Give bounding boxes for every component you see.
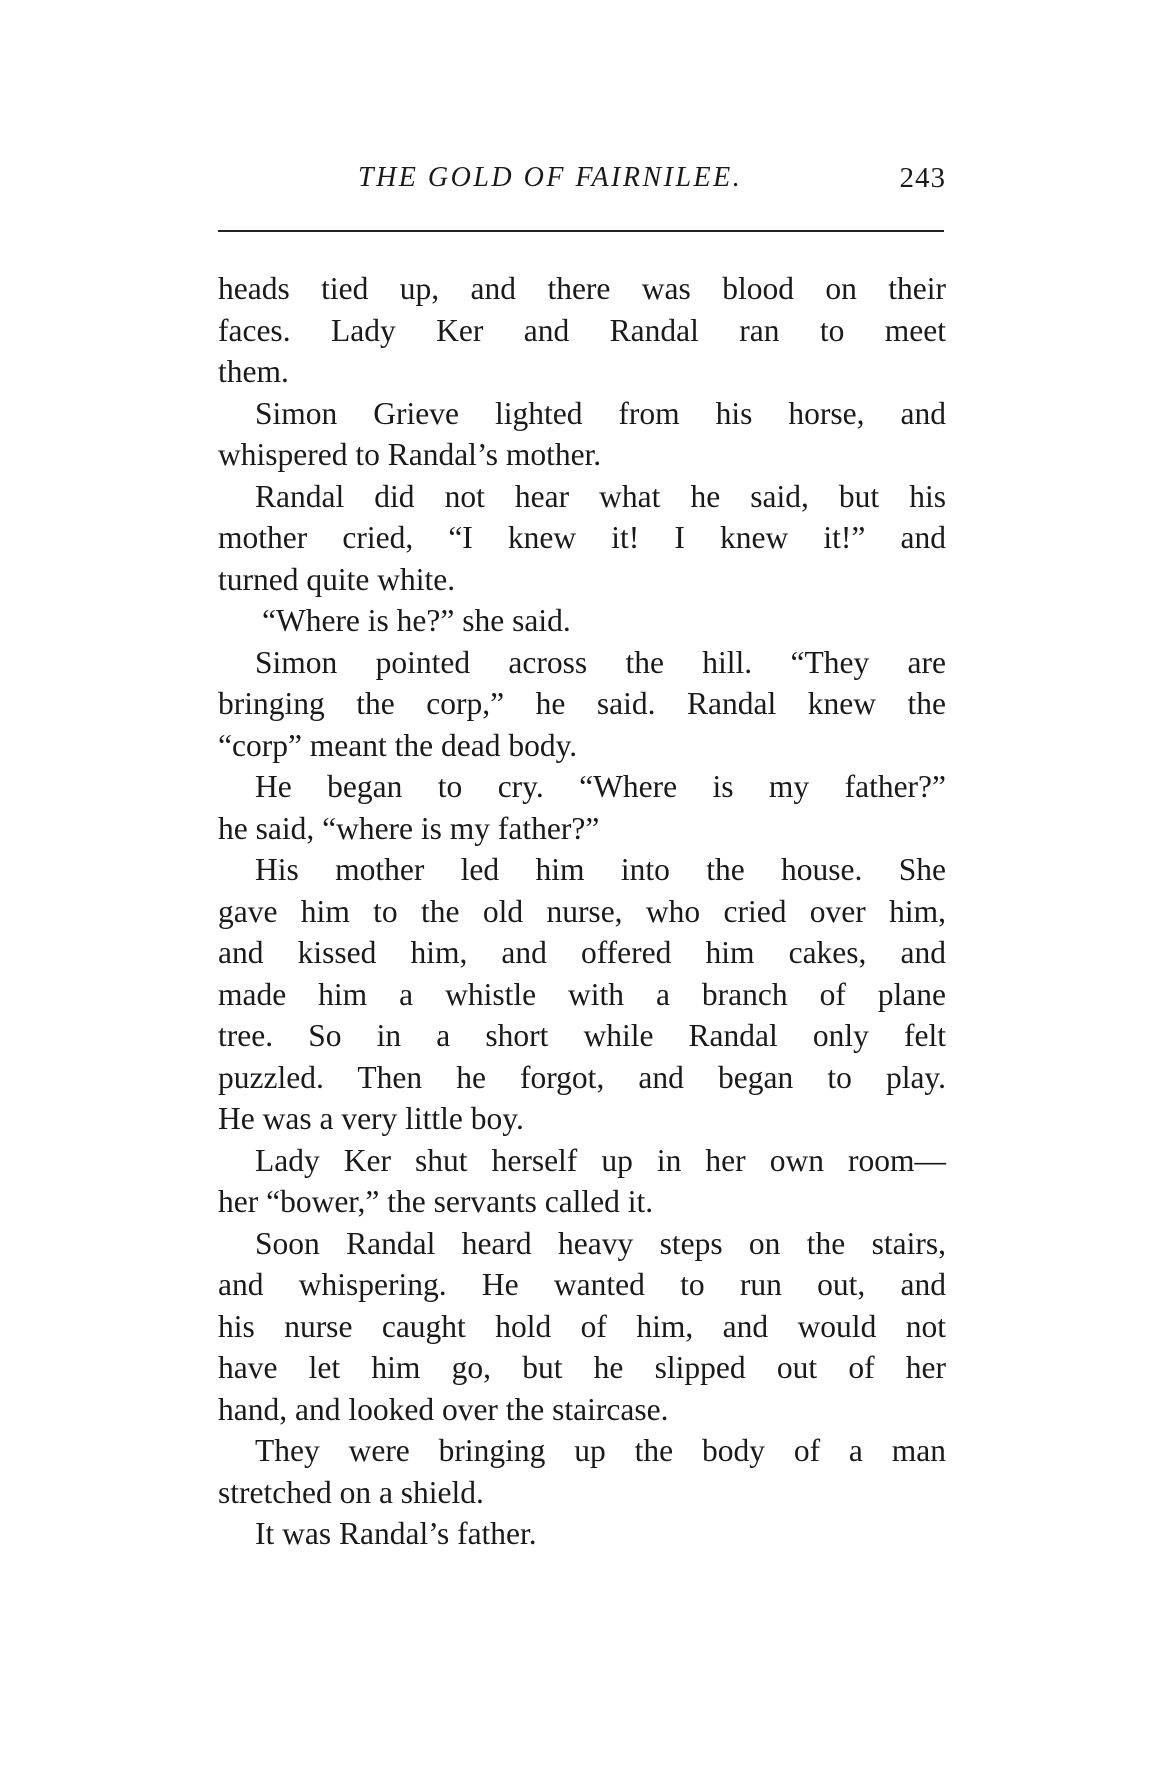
page-number: 243 bbox=[899, 162, 946, 194]
text-line: heads tied up, and there was blood on their bbox=[218, 271, 946, 306]
text-line: Lady Ker shut herself up in her own room— bbox=[255, 1142, 946, 1178]
text-line: his nurse caught hold of him, and would not bbox=[218, 1308, 946, 1344]
text-line: have let him go, but he slipped out of her bbox=[218, 1350, 946, 1385]
text-line: Randal did not hear what he said, but his bbox=[255, 478, 946, 514]
text-line: They were bringing up the body of a man bbox=[255, 1433, 946, 1468]
text-line: and kissed him, and offered him cakes, and bbox=[218, 935, 946, 970]
text-line: hand, and looked over the staircase. bbox=[218, 1391, 669, 1427]
text-line: Simon Grieve lighted from his horse, and bbox=[255, 395, 946, 431]
body-text bbox=[218, 268, 946, 1555]
text-line: turned quite white. bbox=[218, 561, 456, 597]
text-line: whispered to Randal’s mother. bbox=[218, 437, 602, 472]
text-line: puzzled. Then he forgot, and began to play. bbox=[218, 1059, 946, 1095]
text-line: them. bbox=[218, 354, 289, 389]
text-line: He began to cry. “Where is my father?” bbox=[255, 769, 946, 804]
running-head bbox=[218, 162, 946, 214]
text-line: It was Randal’s father. bbox=[255, 1516, 537, 1551]
text-line: gave him to the old nurse, who cried over him, bbox=[218, 893, 946, 929]
header-rule bbox=[218, 230, 944, 232]
text-line: he said, “where is my father?” bbox=[218, 810, 600, 846]
text-line: faces. Lady Ker and Randal ran to meet bbox=[218, 312, 946, 348]
text-line: His mother led him into the house. She bbox=[255, 852, 946, 887]
text-line: He was a very little boy. bbox=[218, 1101, 524, 1136]
text-line: tree. So in a short while Randal only felt bbox=[218, 1018, 946, 1053]
text-line: and whispering. He wanted to run out, and bbox=[218, 1267, 946, 1302]
text-line: Simon pointed across the hill. “They are bbox=[255, 644, 946, 680]
text-line: stretched on a shield. bbox=[218, 1474, 484, 1510]
running-title: THE GOLD OF FAIRNILEE. bbox=[358, 162, 743, 193]
text-line: bringing the corp,” he said. Randal knew the bbox=[218, 686, 946, 721]
text-line: her “bower,” the servants called it. bbox=[218, 1184, 654, 1219]
text-line: made him a whistle with a branch of plane bbox=[218, 976, 946, 1012]
text-line: “corp” meant the dead body. bbox=[218, 727, 578, 763]
text-line: “Where is he?” she said. bbox=[262, 603, 571, 638]
text-line: Soon Randal heard heavy steps on the stairs, bbox=[255, 1225, 946, 1261]
text-line: mother cried, “I knew it! I knew it!” and bbox=[218, 520, 946, 555]
